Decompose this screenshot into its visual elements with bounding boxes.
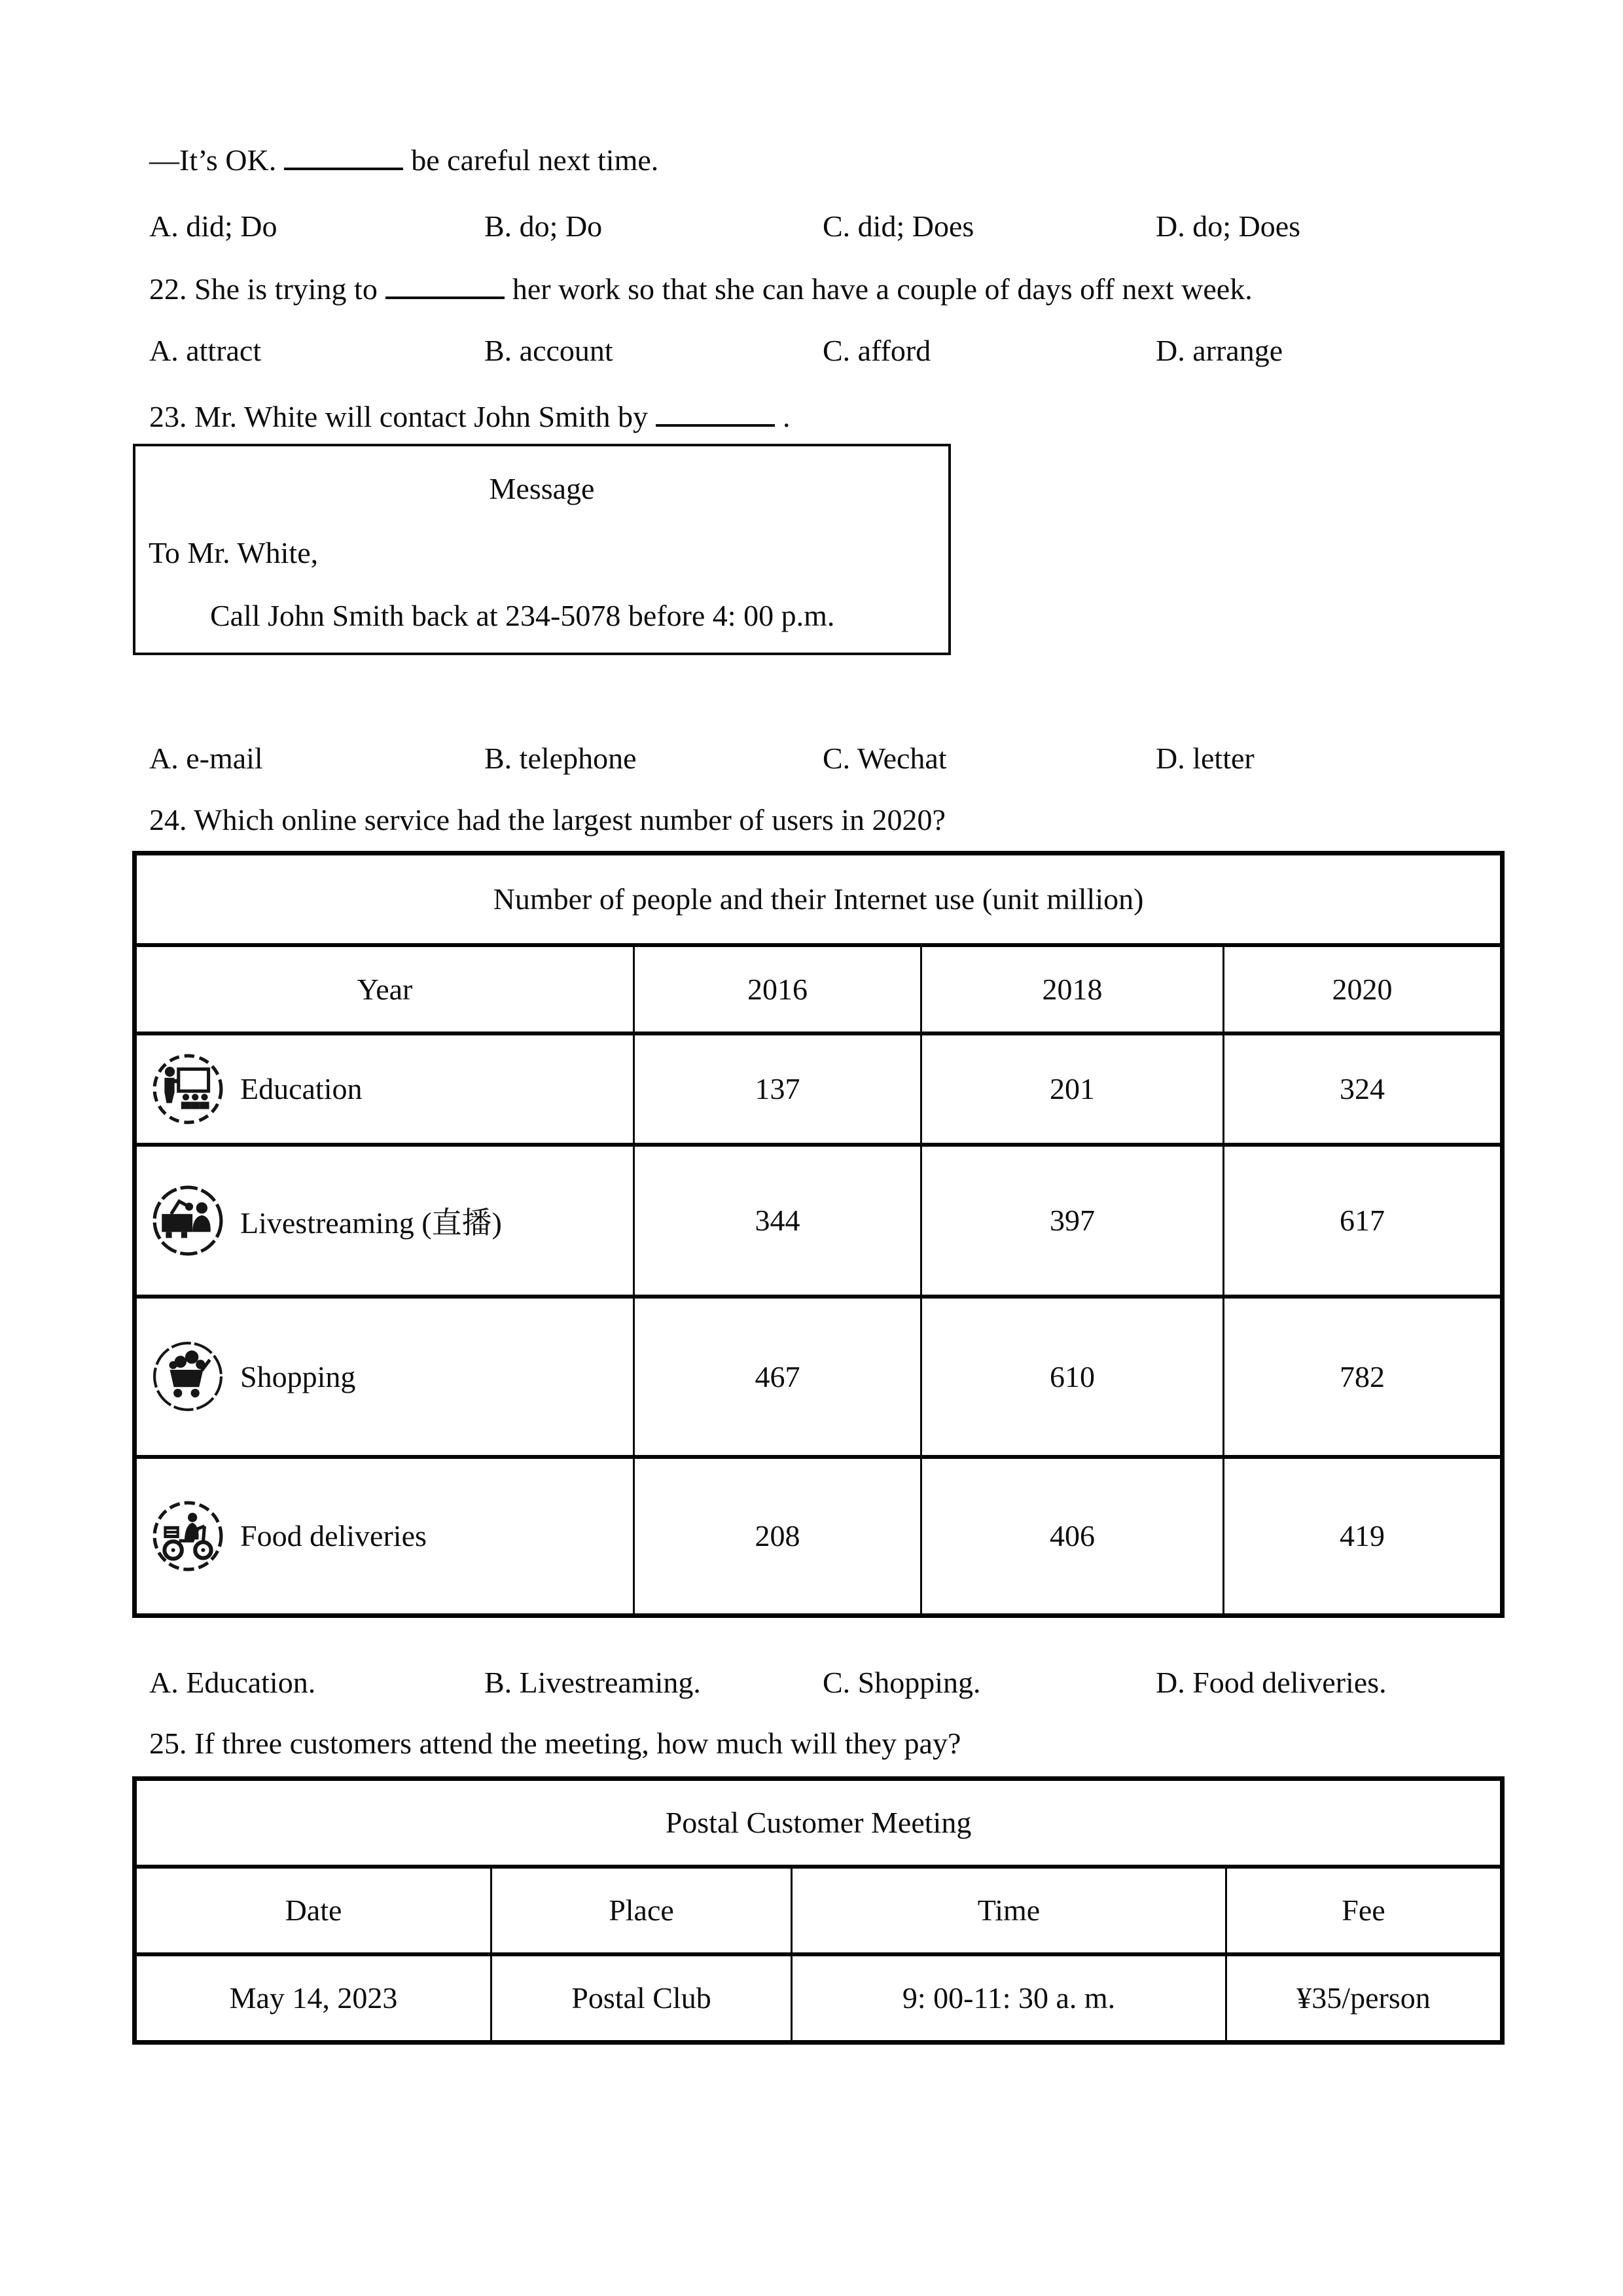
food-deliveries-2018: 406 <box>921 1457 1224 1616</box>
q24-option-d: D. Food deliveries. <box>1156 1666 1387 1699</box>
question-21-stem <box>149 137 1524 178</box>
q23-answer-blank <box>656 394 775 427</box>
question-24-options <box>149 1662 1524 1703</box>
shopping-2016: 467 <box>634 1297 921 1457</box>
meeting-table-header-row <box>135 1867 1503 1954</box>
q21-stem-before: —It’s OK. <box>149 143 277 177</box>
header-place: Place <box>491 1867 792 1954</box>
meeting-table-title: Postal Customer Meeting <box>135 1779 1503 1867</box>
q23-option-a: A. e-mail <box>149 742 263 775</box>
education-2016: 137 <box>634 1033 921 1145</box>
internet-table-title-row <box>135 853 1503 945</box>
message-box-title: Message <box>489 472 595 505</box>
shopping-icon <box>151 1340 224 1413</box>
education-2018: 201 <box>921 1033 1224 1145</box>
q22-answer-blank <box>385 266 505 299</box>
q23-option-c: C. Wechat <box>823 742 947 775</box>
shopping-2018: 610 <box>921 1297 1224 1457</box>
q22-option-b: B. account <box>484 334 613 367</box>
q22-option-a: A. attract <box>149 334 262 367</box>
food-deliveries-2016: 208 <box>634 1457 921 1616</box>
education-2020: 324 <box>1224 1033 1503 1145</box>
food-delivery-icon <box>151 1499 224 1573</box>
internet-use-table <box>132 851 1505 1618</box>
table-row-education <box>135 1033 1503 1145</box>
food-deliveries-2020: 419 <box>1224 1457 1503 1616</box>
row-label-livestreaming: Livestreaming (直播) <box>240 1206 502 1240</box>
shopping-2020: 782 <box>1224 1297 1503 1457</box>
q22-option-d: D. arrange <box>1156 334 1283 367</box>
header-2016: 2016 <box>634 945 921 1033</box>
meeting-fee: ¥35/person <box>1226 1954 1503 2043</box>
question-22-stem <box>149 266 1524 307</box>
question-25-stem <box>149 1723 1524 1764</box>
q24-option-b: B. Livestreaming. <box>484 1666 701 1699</box>
header-date: Date <box>135 1867 491 1954</box>
message-box-body: Call John Smith back at 234-5078 before 4: 00 p.m. <box>210 599 835 632</box>
meeting-time: 9: 00-11: 30 a. m. <box>792 1954 1226 2043</box>
question-23-stem <box>149 394 1524 435</box>
q23-option-b: B. telephone <box>484 742 637 775</box>
meeting-table-title-row <box>135 1779 1503 1867</box>
q23-stem-after: . <box>782 400 791 433</box>
livestreaming-2018: 397 <box>921 1145 1224 1297</box>
header-2018: 2018 <box>921 945 1224 1033</box>
table-row-livestreaming <box>135 1145 1503 1297</box>
question-24-stem <box>149 800 1524 840</box>
header-fee: Fee <box>1226 1867 1503 1954</box>
q24-option-c: C. Shopping. <box>823 1666 981 1699</box>
q25-stem-text: 25. If three customers attend the meeting, how much will they pay? <box>149 1727 961 1760</box>
row-label-education: Education <box>240 1072 363 1105</box>
q21-option-c: C. did; Does <box>823 209 974 243</box>
table-row-shopping <box>135 1297 1503 1457</box>
q22-stem-after: her work so that she can have a couple of days off next week. <box>512 272 1253 306</box>
q23-stem-before: 23. Mr. White will contact John Smith by <box>149 400 648 433</box>
header-year: Year <box>135 945 634 1033</box>
row-label-food-deliveries: Food deliveries <box>240 1519 427 1553</box>
table-row-food-deliveries <box>135 1457 1503 1616</box>
q21-option-a: A. did; Do <box>149 209 277 243</box>
internet-table-title: Number of people and their Internet use (unit million) <box>135 853 1503 945</box>
row-label-shopping: Shopping <box>240 1359 356 1393</box>
q21-answer-blank <box>284 137 403 170</box>
livestreaming-icon <box>151 1184 224 1257</box>
meeting-table-data-row <box>135 1954 1503 2043</box>
meeting-date: May 14, 2023 <box>135 1954 491 2043</box>
question-23-options <box>149 738 1524 779</box>
q21-stem-after: be careful next time. <box>411 143 659 177</box>
livestreaming-2020: 617 <box>1224 1145 1503 1297</box>
postal-meeting-table <box>132 1776 1505 2045</box>
q22-stem-before: 22. She is trying to <box>149 272 378 306</box>
internet-table-header-row <box>135 945 1503 1033</box>
header-time: Time <box>792 1867 1226 1954</box>
livestreaming-2016: 344 <box>634 1145 921 1297</box>
q24-stem-text: 24. Which online service had the largest number of users in 2020? <box>149 803 946 836</box>
question-22-options <box>149 331 1524 371</box>
q24-option-a: A. Education. <box>149 1666 316 1699</box>
header-2020: 2020 <box>1224 945 1503 1033</box>
message-box-recipient: To Mr. White, <box>149 536 319 569</box>
question-21-options <box>149 206 1524 247</box>
q21-option-d: D. do; Does <box>1156 209 1301 243</box>
education-icon <box>151 1052 224 1126</box>
message-box <box>133 444 951 655</box>
q22-option-c: C. afford <box>823 334 931 367</box>
meeting-place: Postal Club <box>491 1954 792 2043</box>
q21-option-b: B. do; Do <box>484 209 603 243</box>
q23-option-d: D. letter <box>1156 742 1255 775</box>
